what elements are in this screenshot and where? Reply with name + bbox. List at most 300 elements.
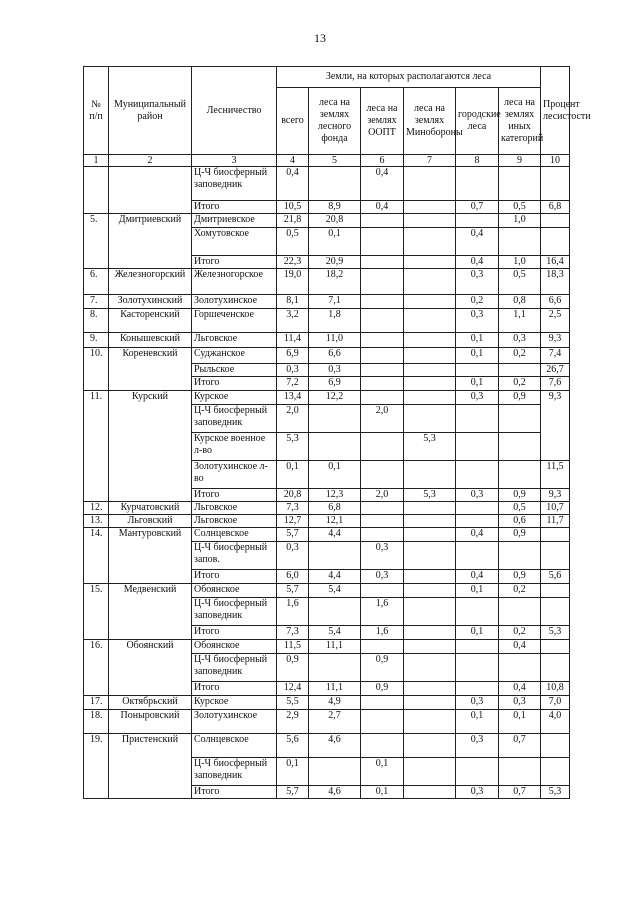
cell-urban: 0,1 — [456, 348, 499, 364]
cell-district: Обоянский — [109, 640, 192, 696]
column-number: 9 — [499, 155, 541, 167]
cell-total: 0,1 — [277, 461, 309, 489]
cell-defense — [404, 405, 456, 433]
cell-oopt — [361, 696, 404, 710]
cell-forestry: Золотухинское — [192, 710, 277, 734]
cell-other: 0,8 — [499, 295, 541, 309]
cell-district: Мантуровский — [109, 528, 192, 584]
table-row — [84, 710, 570, 734]
cell-other — [499, 542, 541, 570]
cell-forest-fund: 7,1 — [309, 295, 361, 309]
cell-forestry: Курское — [192, 391, 277, 405]
cell-defense — [404, 295, 456, 309]
cell-urban — [456, 682, 499, 696]
cell-forestry: Солнцевское — [192, 528, 277, 542]
cell-oopt — [361, 502, 404, 515]
cell-other: 0,6 — [499, 515, 541, 528]
cell-forestry: Итого — [192, 201, 277, 214]
cell-total: 5,7 — [277, 584, 309, 598]
cell-forest-fund — [309, 654, 361, 682]
table-row — [84, 528, 570, 542]
cell-percent — [541, 214, 570, 228]
cell-oopt — [361, 269, 404, 295]
cell-urban: 0,1 — [456, 333, 499, 348]
cell-percent: 5,6 — [541, 570, 570, 584]
cell-forestry: Итого — [192, 682, 277, 696]
column-number: 2 — [109, 155, 192, 167]
cell-forest-fund — [309, 542, 361, 570]
cell-urban: 0,4 — [456, 256, 499, 269]
cell-total: 2,9 — [277, 710, 309, 734]
cell-district: Октябрьский — [109, 696, 192, 710]
cell-oopt — [361, 734, 404, 758]
cell-other: 0,5 — [499, 201, 541, 214]
cell-num: 5. — [84, 214, 109, 269]
cell-forestry: Ц-Ч биосферный запов. — [192, 542, 277, 570]
cell-oopt: 1,6 — [361, 626, 404, 640]
cell-oopt: 0,3 — [361, 542, 404, 570]
cell-percent — [541, 734, 570, 758]
cell-other — [499, 654, 541, 682]
cell-urban — [456, 364, 499, 377]
table-row — [84, 734, 570, 758]
cell-urban — [456, 502, 499, 515]
cell-percent: 6,8 — [541, 201, 570, 214]
cell-defense — [404, 269, 456, 295]
cell-defense: 5,3 — [404, 489, 456, 502]
cell-forest-fund: 11,0 — [309, 333, 361, 348]
cell-forestry: Рыльское — [192, 364, 277, 377]
table-row — [84, 584, 570, 598]
cell-forest-fund: 12,2 — [309, 391, 361, 405]
cell-num: 8. — [84, 309, 109, 333]
cell-other: 0,3 — [499, 696, 541, 710]
cell-urban: 0,1 — [456, 584, 499, 598]
cell-forestry: Обоянское — [192, 584, 277, 598]
cell-forest-fund: 20,9 — [309, 256, 361, 269]
cell-forestry: Дмитриевское — [192, 214, 277, 228]
cell-defense — [404, 734, 456, 758]
header-total: всего — [277, 88, 309, 155]
column-number: 6 — [361, 155, 404, 167]
cell-defense — [404, 391, 456, 405]
cell-percent: 10,8 — [541, 682, 570, 696]
cell-defense — [404, 201, 456, 214]
cell-defense — [404, 626, 456, 640]
cell-other — [499, 405, 541, 433]
cell-percent: 7,0 — [541, 696, 570, 710]
cell-num: 6. — [84, 269, 109, 295]
cell-forestry: Ц-Ч биосферный заповедник — [192, 758, 277, 786]
cell-oopt — [361, 214, 404, 228]
cell-forest-fund: 0,1 — [309, 461, 361, 489]
cell-defense — [404, 584, 456, 598]
cell-forestry: Железногорское — [192, 269, 277, 295]
cell-num: 7. — [84, 295, 109, 309]
cell-forest-fund: 0,3 — [309, 364, 361, 377]
cell-forestry: Золотухинское л-во — [192, 461, 277, 489]
cell-other: 0,2 — [499, 584, 541, 598]
cell-district: Пристенский — [109, 734, 192, 799]
cell-percent — [541, 542, 570, 570]
cell-other: 0,9 — [499, 391, 541, 405]
cell-forest-fund: 5,4 — [309, 626, 361, 640]
cell-total: 5,3 — [277, 433, 309, 461]
cell-percent: 9,3 — [541, 489, 570, 502]
cell-urban: 0,3 — [456, 391, 499, 405]
cell-district: Льговский — [109, 515, 192, 528]
cell-defense — [404, 502, 456, 515]
cell-defense — [404, 682, 456, 696]
cell-num: 16. — [84, 640, 109, 696]
cell-urban: 0,4 — [456, 570, 499, 584]
cell-forest-fund: 5,4 — [309, 584, 361, 598]
cell-other — [499, 433, 541, 461]
forest-lands-table — [83, 66, 591, 799]
cell-oopt — [361, 348, 404, 364]
cell-defense: 5,3 — [404, 433, 456, 461]
cell-total: 7,3 — [277, 626, 309, 640]
table-row — [84, 696, 570, 710]
cell-urban: 0,2 — [456, 295, 499, 309]
cell-other: 0,2 — [499, 626, 541, 640]
cell-total: 13,4 — [277, 391, 309, 405]
cell-percent — [541, 167, 570, 201]
cell-forestry: Итого — [192, 256, 277, 269]
cell-district: Золотухинский — [109, 295, 192, 309]
cell-other — [499, 228, 541, 256]
cell-defense — [404, 348, 456, 364]
cell-district: Касторенский — [109, 309, 192, 333]
header-percent: Процент лесистости — [541, 67, 570, 155]
cell-forestry: Льговское — [192, 515, 277, 528]
cell-district: Курчатовский — [109, 502, 192, 515]
cell-forest-fund: 4,6 — [309, 786, 361, 799]
cell-total: 11,5 — [277, 640, 309, 654]
cell-defense — [404, 364, 456, 377]
table-row — [84, 309, 570, 333]
cell-defense — [404, 786, 456, 799]
header-forestry: Лесничество — [192, 67, 277, 155]
cell-urban: 0,4 — [456, 228, 499, 256]
cell-urban — [456, 654, 499, 682]
cell-forestry: Ц-Ч биосферный заповедник — [192, 598, 277, 626]
cell-oopt: 0,3 — [361, 570, 404, 584]
cell-other: 1,0 — [499, 256, 541, 269]
cell-oopt — [361, 228, 404, 256]
cell-defense — [404, 758, 456, 786]
cell-percent — [541, 584, 570, 598]
cell-forest-fund: 6,6 — [309, 348, 361, 364]
cell-urban: 0,1 — [456, 377, 499, 391]
cell-forest-fund — [309, 405, 361, 433]
cell-percent: 26,7 — [541, 364, 570, 377]
cell-oopt — [361, 584, 404, 598]
cell-district: Железногорский — [109, 269, 192, 295]
cell-urban: 0,3 — [456, 786, 499, 799]
cell-num: 10. — [84, 348, 109, 391]
cell-total: 7,3 — [277, 502, 309, 515]
header-defense: леса на землях Минобороны — [404, 88, 456, 155]
cell-forestry: Ц-Ч биосферный заповедник — [192, 405, 277, 433]
cell-forestry: Горшеченское — [192, 309, 277, 333]
table-row — [84, 214, 570, 228]
header-other: леса на землях иных категорий — [499, 88, 541, 155]
table-row — [84, 269, 570, 295]
cell-other: 1,0 — [499, 214, 541, 228]
cell-oopt — [361, 461, 404, 489]
cell-oopt: 0,1 — [361, 786, 404, 799]
cell-forestry: Обоянское — [192, 640, 277, 654]
cell-num: 14. — [84, 528, 109, 584]
cell-other: 1,1 — [499, 309, 541, 333]
cell-urban: 0,7 — [456, 201, 499, 214]
cell-total: 5,7 — [277, 528, 309, 542]
cell-total: 6,9 — [277, 348, 309, 364]
column-number: 5 — [309, 155, 361, 167]
cell-defense — [404, 598, 456, 626]
cell-other: 0,2 — [499, 348, 541, 364]
cell-oopt: 0,4 — [361, 201, 404, 214]
table-row — [84, 333, 570, 348]
cell-urban — [456, 640, 499, 654]
cell-defense — [404, 515, 456, 528]
cell-forest-fund: 4,4 — [309, 570, 361, 584]
cell-other: 0,9 — [499, 489, 541, 502]
cell-oopt — [361, 256, 404, 269]
cell-percent — [541, 654, 570, 682]
cell-oopt: 1,6 — [361, 598, 404, 626]
cell-defense — [404, 309, 456, 333]
cell-forestry: Солнцевское — [192, 734, 277, 758]
cell-oopt: 0,1 — [361, 758, 404, 786]
cell-forestry: Хомутовское — [192, 228, 277, 256]
cell-urban — [456, 167, 499, 201]
table-row — [84, 391, 570, 405]
cell-urban: 0,3 — [456, 489, 499, 502]
cell-percent: 16,4 — [541, 256, 570, 269]
cell-total: 6,0 — [277, 570, 309, 584]
cell-oopt: 0,9 — [361, 654, 404, 682]
cell-num: 17. — [84, 696, 109, 710]
cell-district: Медвенский — [109, 584, 192, 640]
cell-defense — [404, 640, 456, 654]
cell-forestry: Курское военное л-во — [192, 433, 277, 461]
cell-forest-fund: 6,8 — [309, 502, 361, 515]
cell-district: Поныровский — [109, 710, 192, 734]
cell-percent: 5,3 — [541, 626, 570, 640]
cell-num: 19. — [84, 734, 109, 799]
table-row — [84, 502, 570, 515]
cell-num: 12. — [84, 502, 109, 515]
cell-oopt — [361, 309, 404, 333]
cell-total: 0,3 — [277, 542, 309, 570]
cell-other: 0,7 — [499, 734, 541, 758]
cell-urban — [456, 542, 499, 570]
cell-total: 7,2 — [277, 377, 309, 391]
cell-forest-fund — [309, 758, 361, 786]
cell-urban — [456, 214, 499, 228]
cell-oopt — [361, 515, 404, 528]
cell-oopt — [361, 333, 404, 348]
table-row — [84, 295, 570, 309]
column-number: 10 — [541, 155, 570, 167]
cell-forest-fund: 1,8 — [309, 309, 361, 333]
cell-total: 0,9 — [277, 654, 309, 682]
cell-oopt — [361, 640, 404, 654]
column-numbers-row — [84, 155, 570, 167]
cell-oopt — [361, 433, 404, 461]
cell-percent: 7,4 — [541, 348, 570, 364]
cell-other — [499, 461, 541, 489]
cell-total: 21,8 — [277, 214, 309, 228]
cell-total: 20,8 — [277, 489, 309, 502]
cell-defense — [404, 228, 456, 256]
cell-district: Кореневский — [109, 348, 192, 391]
cell-forest-fund: 20,8 — [309, 214, 361, 228]
column-number: 8 — [456, 155, 499, 167]
cell-forestry: Льговское — [192, 333, 277, 348]
cell-other: 0,2 — [499, 377, 541, 391]
cell-other: 0,1 — [499, 710, 541, 734]
cell-num: 18. — [84, 710, 109, 734]
cell-oopt — [361, 377, 404, 391]
cell-forestry: Итого — [192, 626, 277, 640]
page-number: 13 — [314, 31, 326, 45]
cell-urban: 0,3 — [456, 696, 499, 710]
cell-percent: 11,7 — [541, 515, 570, 528]
cell-oopt: 2,0 — [361, 405, 404, 433]
cell-district: Дмитриевский — [109, 214, 192, 269]
cell-other: 0,5 — [499, 502, 541, 515]
column-number: 3 — [192, 155, 277, 167]
cell-forest-fund: 2,7 — [309, 710, 361, 734]
cell-other: 0,9 — [499, 570, 541, 584]
table-row — [84, 640, 570, 654]
cell-forest-fund: 11,1 — [309, 682, 361, 696]
table-body — [84, 167, 570, 799]
cell-oopt — [361, 295, 404, 309]
column-number: 7 — [404, 155, 456, 167]
cell-forestry: Итого — [192, 377, 277, 391]
cell-percent: 10,7 — [541, 502, 570, 515]
cell-total: 1,6 — [277, 598, 309, 626]
cell-forest-fund: 8,9 — [309, 201, 361, 214]
cell-forestry: Итого — [192, 489, 277, 502]
cell-forest-fund: 0,1 — [309, 228, 361, 256]
cell-percent — [541, 228, 570, 256]
cell-other: 0,5 — [499, 269, 541, 295]
cell-forest-fund: 4,4 — [309, 528, 361, 542]
cell-defense — [404, 377, 456, 391]
cell-percent: 9,3 — [541, 391, 570, 461]
header-num: № п/п — [84, 67, 109, 155]
cell-forestry: Итого — [192, 570, 277, 584]
cell-percent — [541, 528, 570, 542]
header-district: Муниципальный район — [109, 67, 192, 155]
cell-percent — [541, 640, 570, 654]
cell-oopt — [361, 391, 404, 405]
cell-total: 2,0 — [277, 405, 309, 433]
cell-district — [109, 167, 192, 214]
cell-defense — [404, 333, 456, 348]
cell-other: 0,3 — [499, 333, 541, 348]
cell-district: Курский — [109, 391, 192, 502]
cell-forest-fund: 12,1 — [309, 515, 361, 528]
cell-forest-fund — [309, 598, 361, 626]
cell-total: 8,1 — [277, 295, 309, 309]
cell-total: 12,7 — [277, 515, 309, 528]
cell-percent: 11,5 — [541, 461, 570, 489]
cell-num: 11. — [84, 391, 109, 502]
cell-urban — [456, 405, 499, 433]
cell-num: 9. — [84, 333, 109, 348]
cell-other: 0,4 — [499, 640, 541, 654]
cell-other — [499, 758, 541, 786]
cell-urban — [456, 461, 499, 489]
cell-total: 5,7 — [277, 786, 309, 799]
cell-total: 3,2 — [277, 309, 309, 333]
cell-total: 0,4 — [277, 167, 309, 201]
cell-oopt: 0,4 — [361, 167, 404, 201]
header-lands-group: Земли, на которых располагаются леса — [277, 67, 541, 88]
cell-other — [499, 364, 541, 377]
header-urban: городские леса — [456, 88, 499, 155]
cell-defense — [404, 167, 456, 201]
cell-forestry: Курское — [192, 696, 277, 710]
cell-defense — [404, 214, 456, 228]
cell-urban: 0,4 — [456, 528, 499, 542]
cell-num: 15. — [84, 584, 109, 640]
cell-urban: 0,1 — [456, 626, 499, 640]
cell-urban — [456, 758, 499, 786]
cell-forestry: Суджанское — [192, 348, 277, 364]
cell-urban: 0,3 — [456, 269, 499, 295]
cell-other: 0,9 — [499, 528, 541, 542]
cell-defense — [404, 696, 456, 710]
cell-defense — [404, 570, 456, 584]
cell-percent: 2,5 — [541, 309, 570, 333]
cell-urban: 0,1 — [456, 710, 499, 734]
cell-forest-fund: 6,9 — [309, 377, 361, 391]
column-number: 4 — [277, 155, 309, 167]
cell-urban — [456, 433, 499, 461]
cell-other — [499, 598, 541, 626]
cell-urban — [456, 515, 499, 528]
cell-district: Конышевский — [109, 333, 192, 348]
cell-defense — [404, 542, 456, 570]
cell-defense — [404, 710, 456, 734]
cell-percent: 5,3 — [541, 786, 570, 799]
cell-total: 5,5 — [277, 696, 309, 710]
cell-oopt: 2,0 — [361, 489, 404, 502]
cell-total: 19,0 — [277, 269, 309, 295]
header-oopt: леса на землях ООПТ — [361, 88, 404, 155]
cell-defense — [404, 528, 456, 542]
cell-defense — [404, 461, 456, 489]
cell-total: 11,4 — [277, 333, 309, 348]
cell-urban — [456, 598, 499, 626]
cell-oopt — [361, 364, 404, 377]
cell-forest-fund — [309, 167, 361, 201]
cell-total: 10,5 — [277, 201, 309, 214]
cell-defense — [404, 256, 456, 269]
cell-forestry: Итого — [192, 786, 277, 799]
cell-forest-fund: 4,6 — [309, 734, 361, 758]
cell-forestry: Золотухинское — [192, 295, 277, 309]
cell-percent: 18,3 — [541, 269, 570, 295]
cell-forest-fund — [309, 433, 361, 461]
